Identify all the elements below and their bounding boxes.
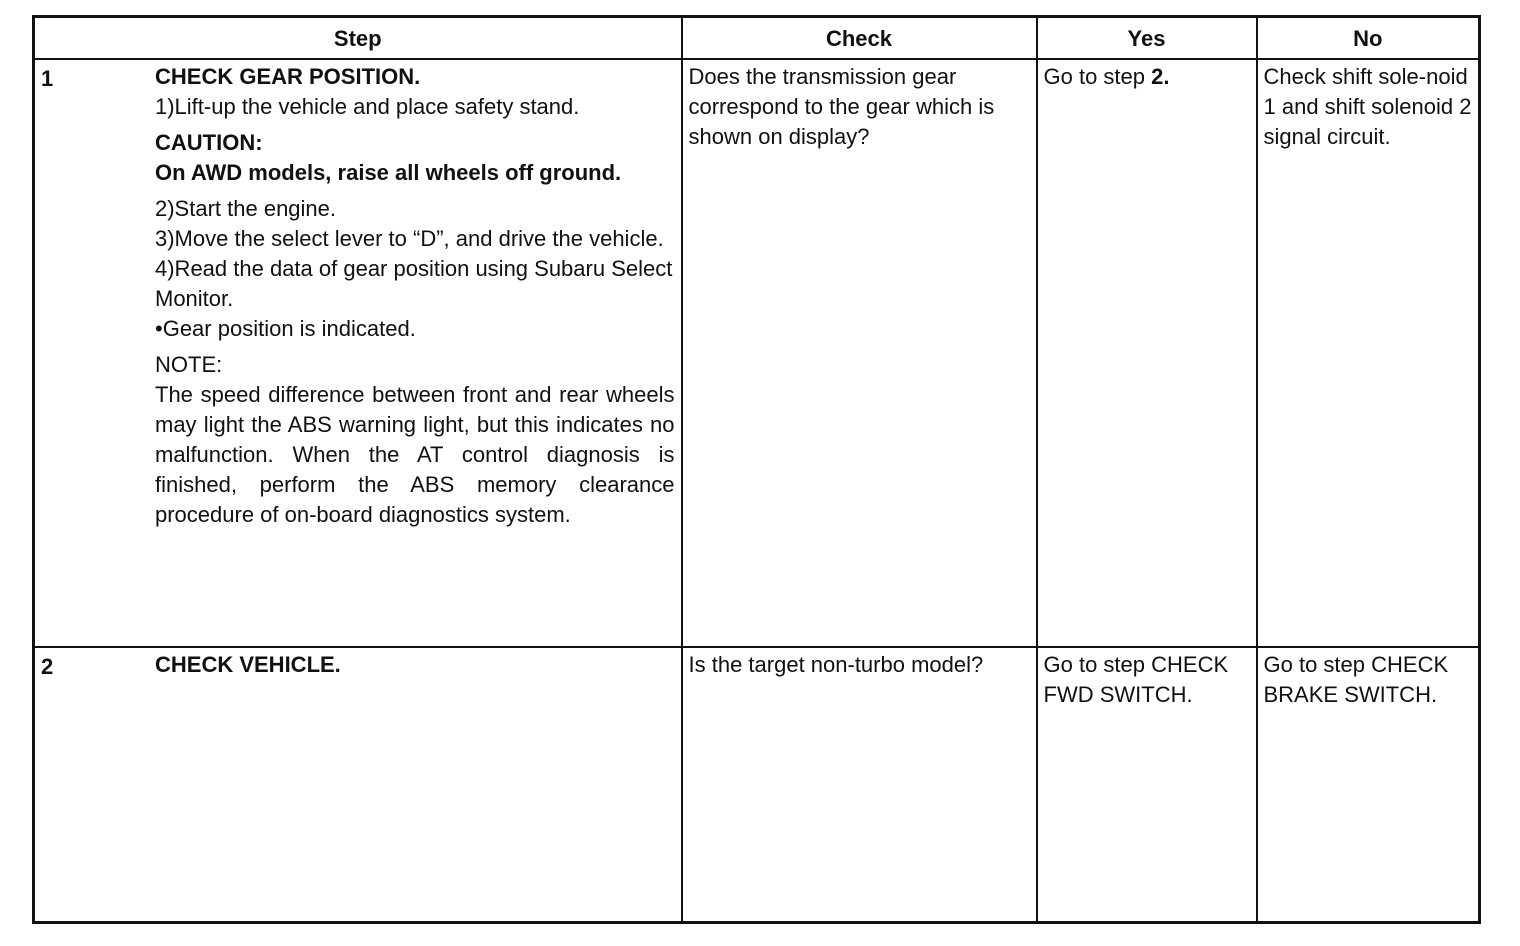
- step-title: CHECK VEHICLE.: [155, 652, 341, 677]
- step-instruction: 1)Lift-up the vehicle and place safety stand.: [155, 94, 580, 119]
- yes-cell: [1037, 647, 1257, 923]
- header-step: Step: [34, 17, 682, 60]
- step-title: CHECK GEAR POSITION.: [155, 64, 421, 89]
- step-cell: [34, 59, 682, 647]
- step-instruction: 3)Move the select lever to “D”, and drive the vehicle.: [155, 226, 664, 251]
- bullet-text: •Gear position is indicated.: [155, 316, 416, 341]
- no-cell: [1257, 59, 1480, 647]
- step-body: [155, 60, 675, 530]
- yes-cell: [1037, 59, 1257, 647]
- header-yes: Yes: [1037, 17, 1257, 60]
- header-check: Check: [682, 17, 1037, 60]
- check-cell: [682, 647, 1037, 923]
- check-text: Is the target non-turbo model?: [688, 652, 984, 677]
- yes-step-link: 2.: [1151, 64, 1170, 89]
- table-row: [34, 59, 1480, 647]
- step-instruction: 2)Start the engine.: [155, 196, 337, 221]
- step-number: 1: [41, 66, 54, 91]
- diagnostic-table: [32, 15, 1481, 924]
- check-text: Does the transmission gear correspond to the gear which is shown on display?: [688, 64, 995, 149]
- caution-text: On AWD models, raise all wheels off ground.: [155, 160, 622, 185]
- step-body: [155, 648, 675, 680]
- caution-label: CAUTION:: [155, 130, 263, 155]
- check-cell: [682, 59, 1037, 647]
- yes-text: Go to step CHECK FWD SWITCH.: [1043, 652, 1229, 707]
- step-cell: [34, 647, 682, 923]
- no-text: Go to step CHECK BRAKE SWITCH.: [1263, 652, 1449, 707]
- header-no: No: [1257, 17, 1480, 60]
- no-text: Check shift sole-noid 1 and shift solenoid 2 signal circuit.: [1263, 64, 1472, 149]
- header-row: [34, 17, 1480, 60]
- step-instruction: 4)Read the data of gear position using Subaru Select Monitor.: [155, 256, 673, 311]
- yes-prefix: Go to step: [1043, 64, 1152, 89]
- step-number: 2: [41, 654, 54, 679]
- yes-text: [1038, 60, 1256, 92]
- note-text: The speed difference between front and rear wheels may light the ABS warning light, but this indicates no malfunction. When the AT control diagnosis is finished, perform the ABS memory clearance procedure of on-board diagnostics system.: [155, 382, 675, 527]
- note-label: NOTE:: [155, 352, 223, 377]
- table-row: [34, 647, 1480, 923]
- no-cell: [1257, 647, 1480, 923]
